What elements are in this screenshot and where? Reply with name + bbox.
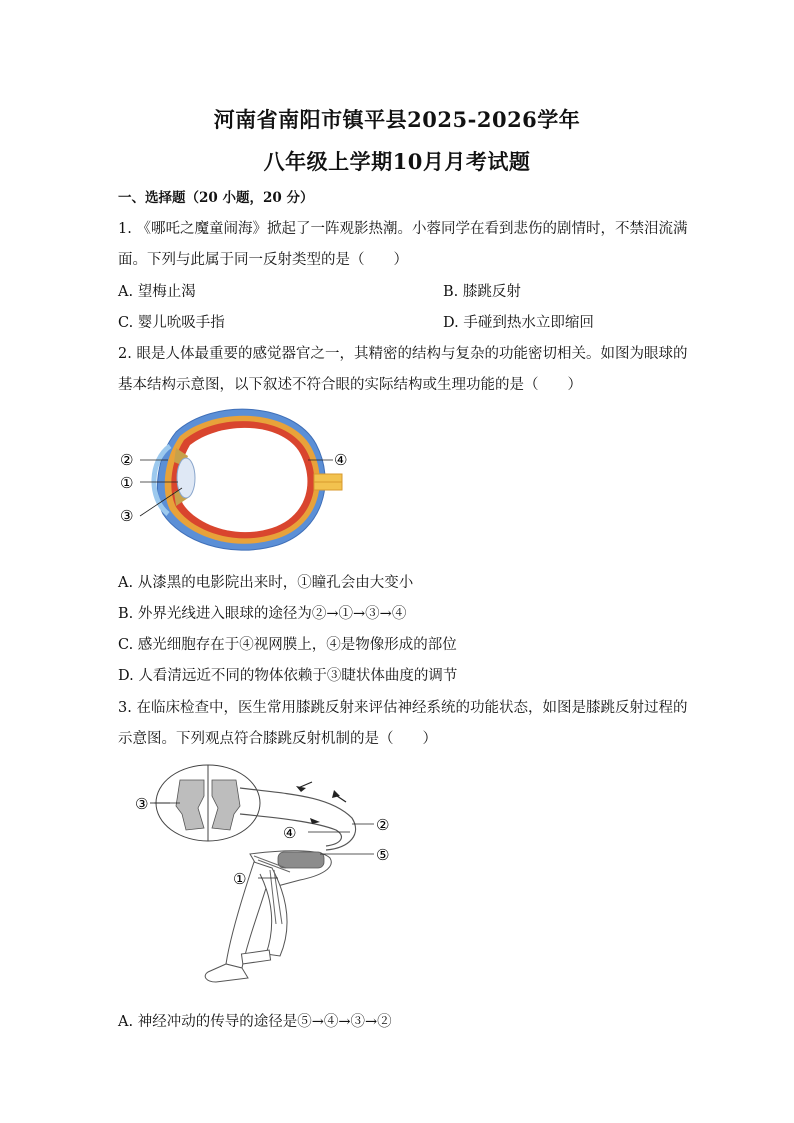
q1-option-c: C. 婴儿吮吸手指 <box>118 315 225 331</box>
q1-option-b: B. 膝跳反射 <box>443 284 521 300</box>
q1-option-a: A. 望梅止渴 <box>118 284 196 300</box>
q1-stem-line1: 1. 《哪吒之魔童闹海》掀起了一阵观影热潮。小蓉同学在看到悲伤的剧情时，不禁泪流满 <box>118 221 688 237</box>
reflex-label-5: ⑤ <box>376 846 390 864</box>
eye-vitreous <box>179 428 307 532</box>
q2-option-c: C. 感光细胞存在于④视网膜上，④是物像形成的部位 <box>118 637 457 653</box>
eye-label-2: ② <box>120 451 134 469</box>
eye-label-4: ④ <box>334 451 348 469</box>
eye-label-1: ① <box>120 474 134 492</box>
q2-option-a: A. 从漆黑的电影院出来时，①瞳孔会由大变小 <box>118 575 414 591</box>
reflex-label-2: ② <box>376 816 390 834</box>
exam-title-line1: 河南省南阳市镇平县2025-2026学年 <box>213 107 581 132</box>
q3-stem-line1: 3. 在临床检查中，医生常用膝跳反射来评估神经系统的功能状态，如图是膝跳反射过程的 <box>118 700 688 716</box>
reflex-label-4: ④ <box>283 824 297 842</box>
q2-option-b: B. 外界光线进入眼球的途径为②→①→③→④ <box>118 606 407 622</box>
eyeball-diagram <box>118 402 348 554</box>
exam-title-line2: 八年级上学期10月月考试题 <box>263 149 531 174</box>
section-heading: 一、选择题（20 小题，20 分） <box>118 190 314 206</box>
reflex-label-1: ① <box>233 870 247 888</box>
q1-option-d: D. 手碰到热水立即缩回 <box>443 315 594 331</box>
eye-label-3: ③ <box>120 507 134 525</box>
quadriceps-muscle <box>278 852 324 868</box>
q3-option-a: A. 神经冲动的传导的途径是⑤→④→③→② <box>118 1014 392 1030</box>
q2-stem-line1: 2. 眼是人体最重要的感觉器官之一，其精密的结构与复杂的功能密切相关。如图为眼球的 <box>118 346 688 362</box>
reflex-label-3: ③ <box>135 795 149 813</box>
knee-jerk-reflex-diagram <box>130 758 400 988</box>
q3-stem-line2: 示意图。下列观点符合膝跳反射机制的是（ ） <box>118 731 437 747</box>
eye-lens <box>177 458 195 498</box>
q2-stem-line2: 基本结构示意图，以下叙述不符合眼的实际结构或生理功能的是（ ） <box>118 377 582 393</box>
q2-option-d: D. 人看清远近不同的物体依赖于③睫状体曲度的调节 <box>118 668 458 684</box>
q1-stem-line2: 面。下列与此属于同一反射类型的是（ ） <box>118 252 408 268</box>
